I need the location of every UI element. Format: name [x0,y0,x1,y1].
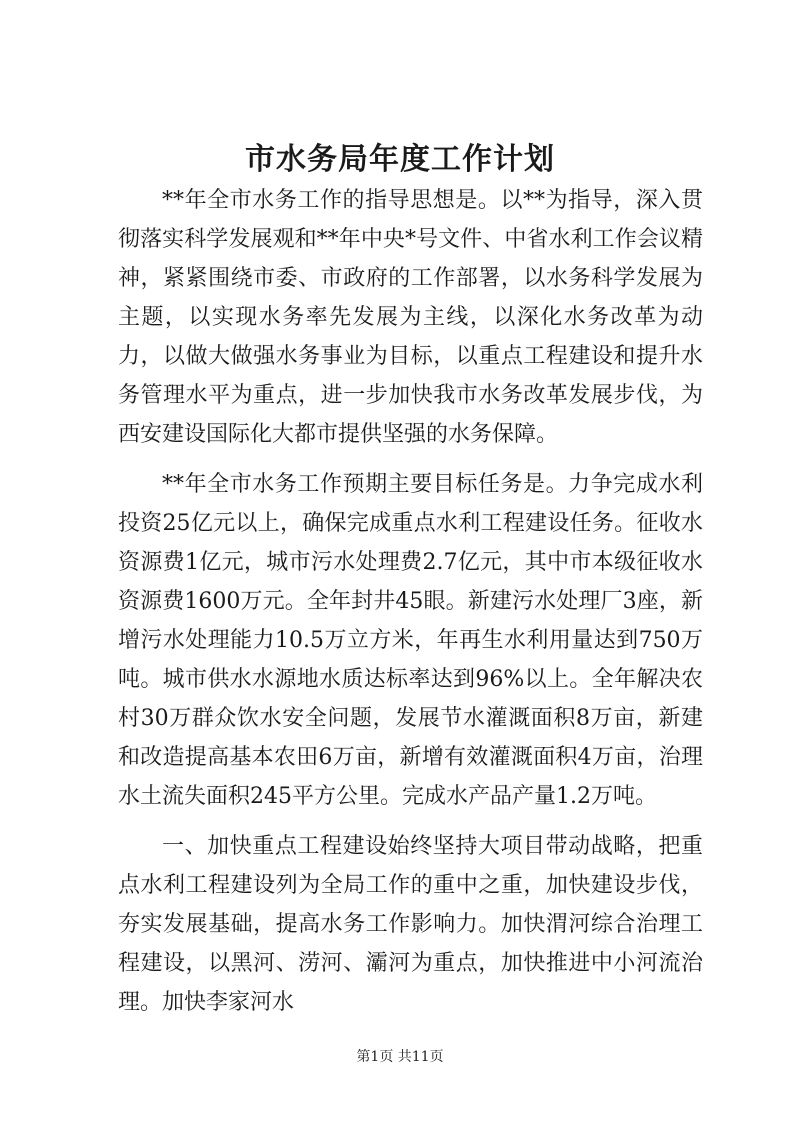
document-body [118,181,703,1033]
paragraph-main-targets: **年全市水务工作预期主要目标任务是。力争完成水利投资25亿元以上，确保完成重点水利工程建设任务。征收水资源费1亿元，城市污水处理费2.7亿元，其中市本级征收水资源费1600万元。全年封井45眼。新建污水处理厂3座，新增污水处理能力10.5万立方米，年再生水利用量达到750万吨。城市供水水源地水质达标率达到96%以上。全年解决农村30万群众饮水安全问题，发展节水灌溉面积8万亩，新建和改造提高基本农田6万亩，新增有效灌溉面积4万亩，治理水土流失面积245平方公里。完成水产品产量1.2万吨。 [118,472,703,809]
page-number-footer: 第1页 共11页 [356,1049,444,1065]
paragraph-guiding-thought: **年全市水务工作的指导思想是。以**为指导，深入贯彻落实科学发展观和**年中央*号文件、中省水利工作会议精神，紧紧围绕市委、市政府的工作部署，以水务科学发展为主题，以实现水务率先发展为主线，以深化水务改革为动力，以做大做强水务事业为目标，以重点工程建设和提升水务管理水平为重点，进一步加快我市水务改革发展步伐，为西安建设国际化大都市提供坚强的水务保障。 [118,188,703,447]
document-title: 市水务局年度工作计划 [245,142,555,177]
paragraph-key-projects: 一、加快重点工程建设始终坚持大项目带动战略，把重点水利工程建设列为全局工作的重中之重，加快建设步伐，夯实发展基础，提高水务工作影响力。加快渭河综合治理工程建设，以黑河、涝河、灞河为重点，加快推进中小河流治理。加快李家河水 [118,834,703,1015]
